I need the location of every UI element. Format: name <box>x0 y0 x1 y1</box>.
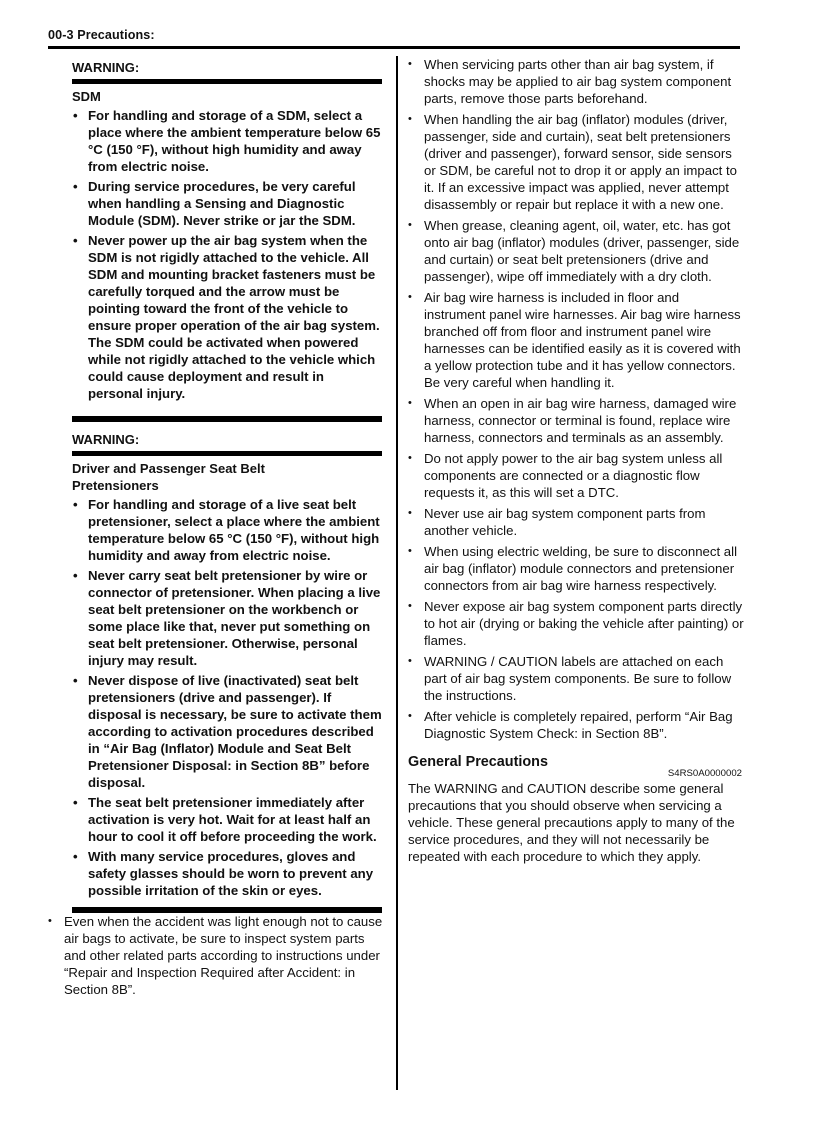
warning-item: • With many service procedures, gloves and safety glasses should be worn to prevent any possible irritation of the skin or eyes. <box>72 848 382 899</box>
column-divider <box>396 56 398 1090</box>
section-body: The WARNING and CAUTION describe some general precautions that you should observe when servicing a vehicle. These general precautions apply to many of the service procedures, and they will not necessarily be repeated with each procedure to which they apply. <box>408 781 735 864</box>
precaution-list <box>408 56 744 742</box>
page-header <box>48 28 740 49</box>
list-item: • WARNING / CAUTION labels are attached on each part of air bag system components. Be sure to follow the instructions. <box>408 653 744 704</box>
warning-item: • The seat belt pretensioner immediately after activation is very hot. Wait for at least half an hour to cool it off before proceeding the work. <box>72 794 382 845</box>
left-bullet-list <box>48 913 384 998</box>
warning-item: • For handling and storage of a live seat belt pretensioner, select a place where the ambient temperature below 65 °C (150 °F), without high humidity and away from electric noise. <box>72 496 382 564</box>
warning-list <box>72 496 382 899</box>
warning-box-sdm <box>72 56 382 913</box>
list-item: • After vehicle is completely repaired, perform “Air Bag Diagnostic System Check: in Section 8B”. <box>408 708 744 742</box>
list-item: • When grease, cleaning agent, oil, water, etc. has got onto air bag (inflator) modules (driver, passenger, side and curtain) or seat belt pretensioners (drive and passenger), wipe off immediately with a dry cloth. <box>408 217 744 285</box>
list-item: • Never expose air bag system component parts directly to hot air (drying or baking the vehicle after painting) or flames. <box>408 598 744 649</box>
warning-item: • Never carry seat belt pretensioner by wire or connector of pretensioner. When placing a live seat belt pretensioner on the workbench or some place like that, never put something on seat belt pretensioner. Otherwise, personal injury may result. <box>72 567 382 669</box>
document-id: S4RS0A0000002 <box>667 768 742 779</box>
header-rule <box>48 46 740 49</box>
right-column <box>408 56 744 865</box>
warning-list <box>72 107 382 402</box>
left-column <box>48 56 384 1002</box>
list-item: • When servicing parts other than air bag system, if shocks may be applied to air bag system component parts, remove those parts beforehand. <box>408 56 744 107</box>
warning-item: • Never dispose of live (inactivated) seat belt pretensioners (drive and passenger). If disposal is necessary, be sure to activate them according to activation procedures described in “Air Bag (Inflator) Module and Seat Belt Pretensioner Disposal: in Section 8B” before disposal. <box>72 672 382 791</box>
list-item: • Even when the accident was light enough not to cause air bags to activate, be sure to inspect system parts and other related parts according to instructions under “Repair and Inspection Required after Accident: in Section 8B”. <box>48 913 384 998</box>
warning-item-continuation: The SDM could be activated when powered while not rigidly attached to the vehicle which could cause deployment and result in personal injury. <box>88 335 376 401</box>
warning-rule <box>72 79 382 84</box>
list-item: • When handling the air bag (inflator) modules (driver, passenger, side and curtain), seat belt pretensioners (driver and passenger), forward sensor, side sensors or SDM, be careful not to drop it or apply an impact to it. If an excessive impact was applied, never attempt disassembly or repair but replace it with a new one. <box>408 111 744 213</box>
warning-rule <box>72 451 382 456</box>
list-item: • When an open in air bag wire harness, damaged wire harness, connector or terminal is found, replace wire harness, connectors and terminals as an assembly. <box>408 395 744 446</box>
warning-title: SDM <box>72 89 101 104</box>
warning-label: WARNING: <box>72 432 140 447</box>
section-heading: General Precautions <box>408 754 548 770</box>
header-title: 00-3 Precautions: <box>48 28 155 42</box>
warning-item: • During service procedures, be very careful when handling a Sensing and Diagnostic Module (SDM). Never strike or jar the SDM. <box>72 178 382 229</box>
warning-item: • Never power up the air bag system when the SDM is not rigidly attached to the vehicle. All SDM and mounting bracket fasteners must be carefully torqued and the arrow must be pointing toward the front of the vehicle to ensure proper operation of the air bag system. <box>72 232 382 334</box>
warning-title: Driver and Passenger Seat Belt Pretensioners <box>72 461 265 493</box>
list-item: • Do not apply power to the air bag system unless all components are connected or a diagnostic flow requests it, as this will set a DTC. <box>408 450 744 501</box>
warning-item: • For handling and storage of a SDM, select a place where the ambient temperature below 65 °C (150 °F), without high humidity and away from electric noise. <box>72 107 382 175</box>
list-item: • Air bag wire harness is included in floor and instrument panel wire harnesses. Air bag wire harness branched off from floor and instrument panel wire harnesses can be identified easily as it is covered with a yellow protection tube and it has yellow connectors. Be very careful when handling it. <box>408 289 744 391</box>
warning-label: WARNING: <box>72 60 140 75</box>
list-item: • Never use air bag system component parts from another vehicle. <box>408 505 744 539</box>
list-item: • When using electric welding, be sure to disconnect all air bag (inflator) module connectors and pretensioner connectors from air bag wire harness respectively. <box>408 543 744 594</box>
warning-end-rule <box>72 416 382 422</box>
